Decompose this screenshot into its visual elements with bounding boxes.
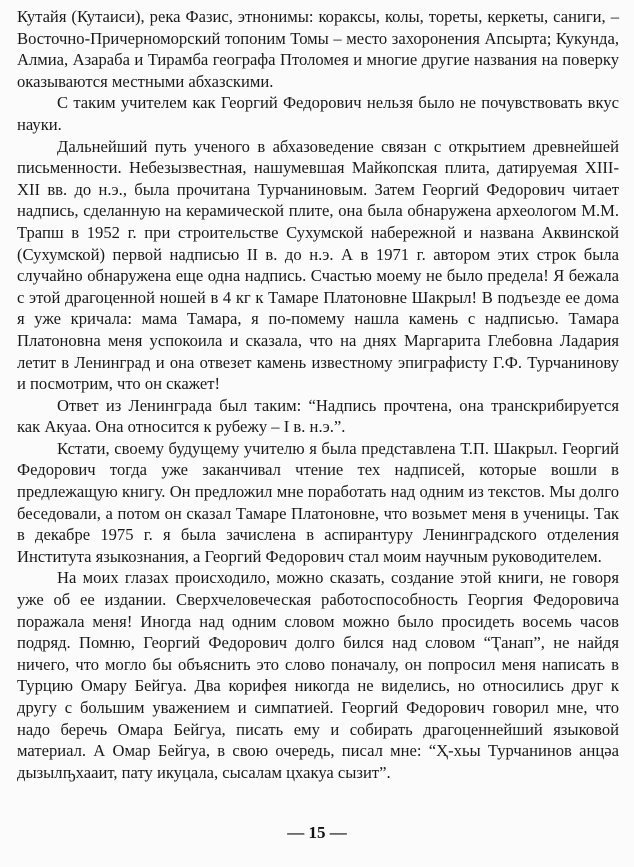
page-number: — 15 — xyxy=(287,823,347,842)
paragraph-4: Ответ из Ленинграда был таким: “Надпись прочтена, она транскрибируется как Акуаа. Она относится к рубежу – I в. н.э.”. xyxy=(17,395,619,437)
paragraph-6: На моих глазах происходило, можно сказать, создание этой книги, не говоря уже об ее издании. Сверхчеловеческая работоспособность Георгия Федоровича поражала меня! Иногда над одним словом можно было просидеть восемь часов подряд. Помню, Георгий Федорович долго бился над словом “Ҭанап”, не найдя ничего, что могло бы объяснить это слово поначалу, он попросил меня написать в Турцию Омару Бейгуа. Два корифея никогда не виделись, но относились друг к другу с большим уважением и симпатией. Георгий Федорович говорил мне, что надо беречь Омара Бейгуа, писать ему и собирать драгоценнейший языковой материал. А Омар Бейгуа, в свою очередь, писал мне: “Ҳ-хьы Турчанинов анцәа дызылҧхааит, пату икуцала, сысалам цхакуа сызит”. xyxy=(17,568,619,782)
paragraph-3: Дальнейший путь ученого в абхазоведение связан с открытием древнейшей письменности. Небезызвестная, нашумевшая Майкопская плита, датируемая XIII-XII вв. до н.э., была прочитана Турчаниновым. Затем Георгий Федорович читает надпись, сделанную на керамической плите, она была обнаружена археологом М.М. Трапш в 1952 г. при строительстве Сухумской набережной и названа Аквинской (Сухумской) первой надписью II в. до н.э. А в 1971 г. автором этих строк была случайно обнаружена еще одна надпись. Счастью моему не было предела! Я бежала с этой драгоценной ношей в 4 кг к Тамаре Платоновне Шакрыл! В подъезде ее дома я уже кричала: мама Тамара, я по-помему нашла камень с надписью. Тамара Платоновна меня успокоила и сказала, что на днях Маргарита Глебовна Ладария летит в Ленинград и она отвезет камень известному эпиграфисту Г.Ф. Турчанинову и посмотрим, что он скажет! xyxy=(17,136,619,394)
paragraph-2: С таким учителем как Георгий Федорович нельзя было не почувствовать вкус науки. xyxy=(17,93,619,134)
paragraph-5: Кстати, своему будущему учителю я была представлена Т.П. Шакрыл. Георгий Федорович тогда уже заканчивал чтение тех надписей, которые вошли в предлежащую книгу. Он предложил мне поработать над одним из текстов. Мы долго беседовали, а потом он сказал Тамаре Платоновне, что возьмет меня в ученицы. Так в декабре 1975 г. я была зачислена в аспирантуру Ленинградского отделения Института языкознания, а Георгий Федорович стал моим научным руководителем. xyxy=(17,438,619,566)
paragraph-1: Кутайя (Кутаиси), река Фазис, этнонимы: кораксы, колы, тореты, керкеты, саниги, – Восточно-Причерноморский топоним Томы – место захоронения Апсырта; Кукунда, Алмиа, Азараба и Тирамба географа Птоломея и многие другие названия на поверку оказываются местными абхазскими. xyxy=(17,7,619,91)
body-text xyxy=(17,6,619,783)
